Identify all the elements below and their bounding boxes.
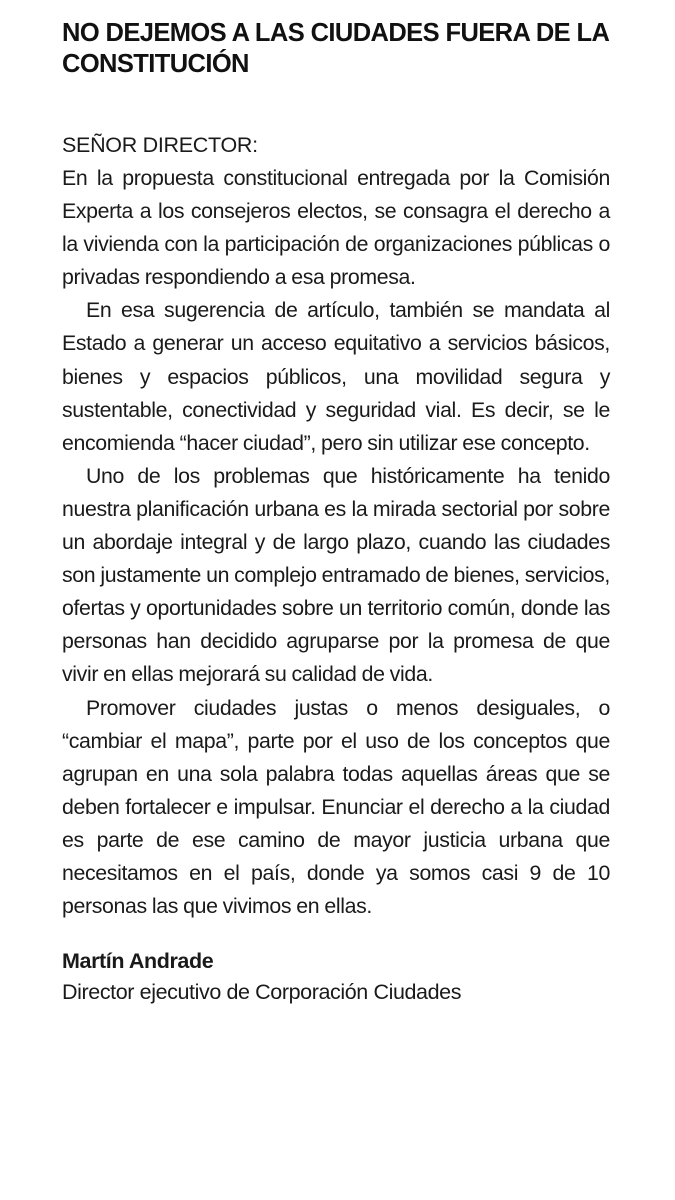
paragraph-1: En la propuesta constitucional entregada por la Comisión Experta a los consejeros electos, se consagra el derecho a la vivienda con la participación de organizaciones públicas o privadas respondiendo a esa promesa. [62, 166, 610, 290]
letter-body [62, 162, 610, 923]
author-name: Martín Andrade [62, 949, 214, 974]
letter-to-editor [62, 18, 610, 1008]
letter-headline: NO DEJEMOS A LAS CIUDADES FUERA DE LA CONSTITUCIÓN [62, 19, 609, 78]
author-title: Director ejecutivo de Corporación Ciudades [62, 980, 462, 1005]
paragraph-4: Promover ciudades justas o menos desiguales, o “cambiar el mapa”, parte por el uso de los conceptos que agrupan en una sola palabra todas aquellas áreas que se deben fortalecer e impulsar. Enunciar el derecho a la ciudad es parte de ese camino de mayor justicia urbana que necesitamos en el país, donde ya somos casi 9 de 10 personas las que vivimos en ellas. [62, 695, 610, 919]
signature-block [62, 946, 610, 1008]
paragraph-3: Uno de los problemas que históricamente ha tenido nuestra planificación urbana es la mirada sectorial por sobre un abordaje integral y de largo plazo, cuando las ciudades son justamente un complejo entramado de bienes, servicios, ofertas y oportunidades sobre un territorio común, donde las personas han decidido agruparse por la promesa de que vivir en ellas mejorará su calidad de vida. [62, 463, 610, 687]
paragraph-2: En esa sugerencia de artículo, también se mandata al Estado a generar un acceso equitativo a servicios básicos, bienes y espacios públicos, una movilidad segura y sustentable, conectividad y seguridad vial. Es decir, se le encomienda “hacer ciudad”, pero sin utilizar ese concepto. [62, 298, 610, 455]
salutation: SEÑOR DIRECTOR: [62, 133, 258, 157]
